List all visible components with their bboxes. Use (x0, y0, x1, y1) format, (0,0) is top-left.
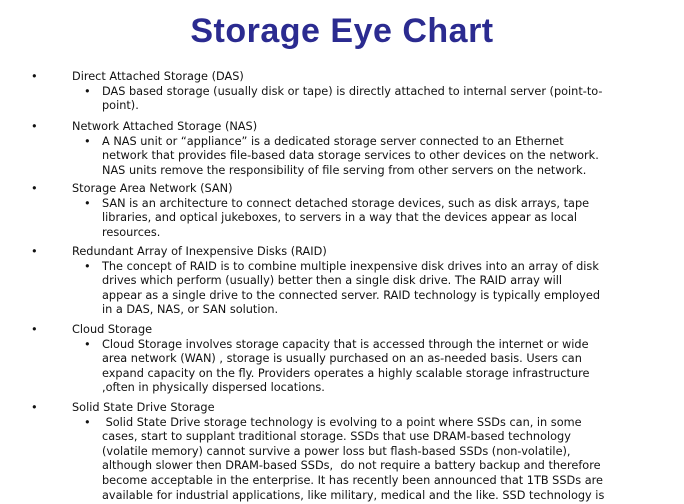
sub-bullet-icon: • (84, 259, 91, 273)
description-line: although slower then DRAM-based SSDs, do not require a battery backup and therefore (102, 459, 601, 473)
item-heading (0, 401, 684, 416)
description-line: NAS units remove the responsibility of file serving from other servers on the network. (102, 163, 587, 177)
item-heading (0, 120, 684, 135)
description-line: in a DAS, NAS, or SAN solution. (102, 303, 279, 317)
description-line: appear as a single drive to the connected server. RAID technology is typically employed (102, 288, 600, 302)
item-description (0, 338, 684, 396)
description-line: The concept of RAID is to combine multiple inexpensive disk drives into an array of disk (102, 259, 599, 273)
description-line: SAN is an architecture to connect detached storage devices, such as disk arrays, tape (102, 196, 590, 210)
item-description (0, 135, 684, 179)
heading-text: Solid State Drive Storage (72, 401, 215, 414)
item-heading (0, 182, 684, 197)
sub-bullet-icon: • (84, 337, 91, 351)
description-line: Solid State Drive storage technology is evolving to a point where SSDs can, in some (102, 415, 582, 429)
description-line: A NAS unit or “appliance” is a dedicated storage server connected to an Ethernet (102, 134, 564, 148)
sub-bullet-icon: • (84, 415, 91, 429)
bullet-icon: • (31, 245, 38, 258)
description-line: point). (102, 99, 139, 113)
heading-text: Redundant Array of Inexpensive Disks (RAID) (72, 245, 327, 258)
heading-text: Storage Area Network (SAN) (72, 182, 233, 195)
description-line: network that provides file-based data storage services to other devices on the network. (102, 149, 599, 163)
bullet-icon: • (31, 182, 38, 195)
item-description (0, 260, 684, 318)
item-description (0, 85, 684, 114)
bullet-icon: • (31, 323, 38, 336)
heading-text: Cloud Storage (72, 323, 153, 336)
item-heading (0, 245, 684, 260)
item-heading (0, 70, 684, 85)
list-item (0, 120, 684, 178)
item-heading (0, 323, 684, 338)
list-item (0, 70, 684, 114)
description-line: libraries, and optical jukeboxes, to servers in a way that the devices appear as local (102, 211, 578, 225)
heading-text: Network Attached Storage (NAS) (72, 120, 258, 133)
sub-bullet-icon: • (84, 134, 91, 148)
bullet-icon: • (31, 120, 38, 133)
bullet-icon: • (31, 401, 38, 414)
description-line: resources. (102, 225, 161, 239)
description-line: area network (WAN) , storage is usually purchased on an as-needed basis. Users can (102, 352, 582, 366)
description-line: Cloud Storage involves storage capacity that is accessed through the internet or wide (102, 337, 589, 351)
list-item (0, 323, 684, 396)
slide-title: Storage Eye Chart (190, 12, 494, 50)
item-description (0, 416, 684, 504)
list-item (0, 245, 684, 318)
item-description (0, 197, 684, 241)
heading-text: Direct Attached Storage (DAS) (72, 70, 244, 83)
description-line: ,often in physically dispersed locations. (102, 381, 325, 395)
description-line: drives which perform (usually) better then a single disk drive. The RAID array will (102, 274, 563, 288)
sub-bullet-icon: • (84, 84, 91, 98)
description-line: DAS based storage (usually disk or tape) is directly attached to internal server (point-to- (102, 84, 603, 98)
bullet-icon: • (31, 70, 38, 83)
description-line: (volatile memory) cannot survive a power loss but flash-based SSDs (non-volatile), (102, 444, 571, 458)
list-item (0, 182, 684, 240)
list-item (0, 401, 684, 503)
description-line: expand capacity on the fly. Providers operates a highly scalable storage infrastructure (102, 366, 590, 380)
description-line: cases, start to supplant traditional storage. SSDs that use DRAM-based technology (102, 430, 571, 444)
sub-bullet-icon: • (84, 196, 91, 210)
description-line: become acceptable in the enterprise. It has recently been announced that 1TB SSDs are (102, 473, 603, 487)
description-line: available for industrial applications, like military, medical and the like. SSD technology is (102, 488, 605, 502)
